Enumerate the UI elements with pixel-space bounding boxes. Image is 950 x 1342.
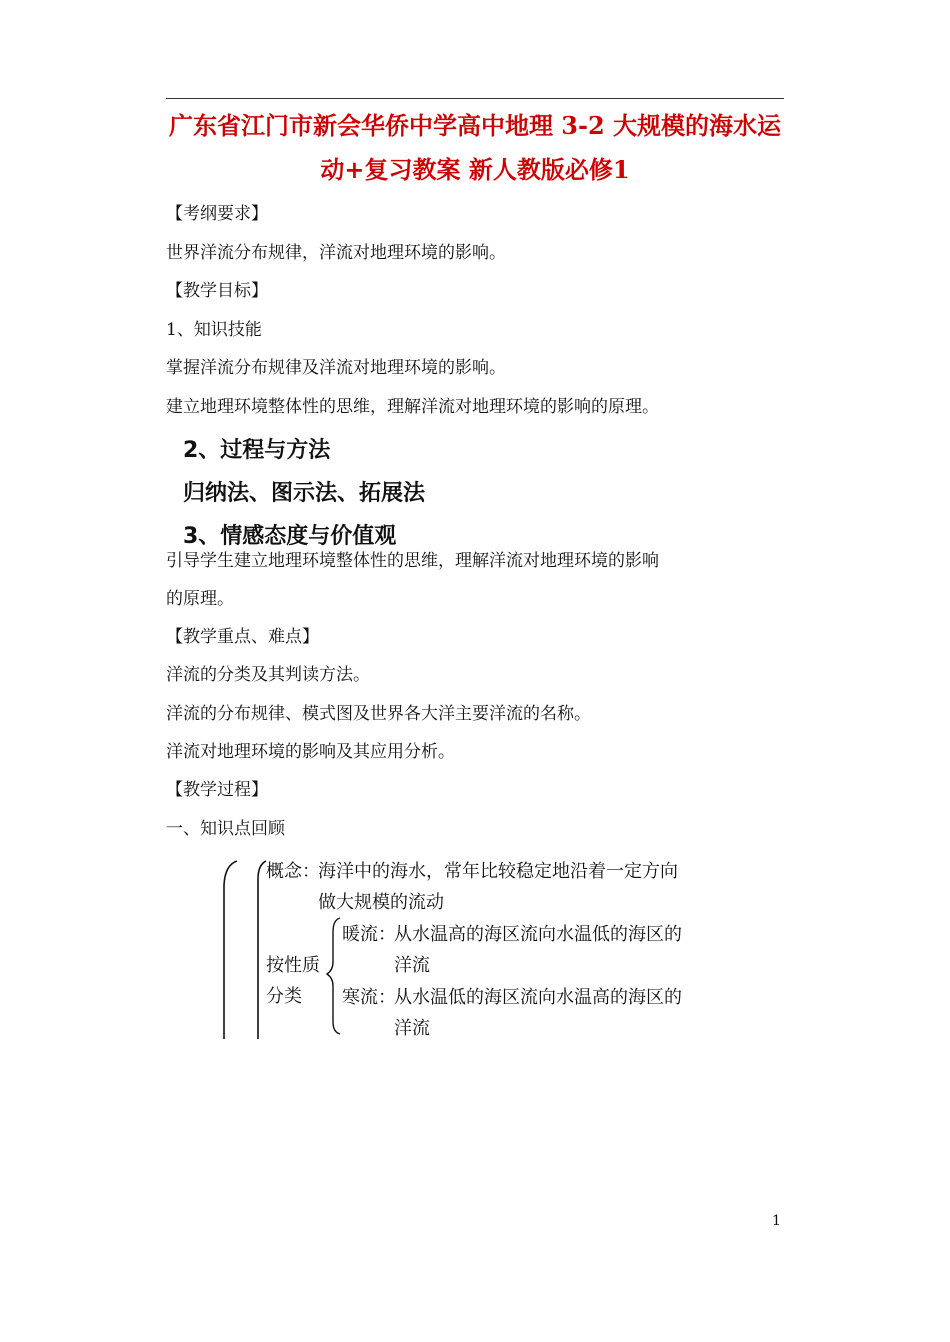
process-heading: 【教学过程】 bbox=[166, 780, 268, 800]
cold-current-label: 寒流： bbox=[342, 987, 396, 1008]
key-point-3: 洋流对地理环境的影响及其应用分析。 bbox=[166, 742, 455, 762]
warm-current-label: 暖流： bbox=[342, 924, 396, 945]
objective-1-heading: 1、知识技能 bbox=[166, 320, 262, 340]
objective-3-text-a: 引导学生建立地理环境整体性的思维，理解洋流对地理环境的影响 bbox=[166, 551, 659, 571]
concept-text-2: 做大规模的流动 bbox=[318, 892, 444, 913]
concept-label: 概念： bbox=[266, 861, 320, 882]
objective-1-text-a: 掌握洋流分布规律及洋流对地理环境的影响。 bbox=[166, 358, 506, 378]
cold-current-text-1: 从水温低的海区流向水温高的海区的 bbox=[394, 987, 682, 1008]
objective-3-heading: 3、情感态度与价值观 bbox=[183, 524, 397, 549]
syllabus-heading: 【考纲要求】 bbox=[166, 204, 268, 224]
objectives-heading: 【教学目标】 bbox=[166, 281, 268, 301]
syllabus-text: 世界洋流分布规律，洋流对地理环境的影响。 bbox=[166, 243, 506, 263]
key-point-2: 洋流的分布规律、模式图及世界各大洋主要洋流的名称。 bbox=[166, 704, 591, 724]
review-heading: 一、知识点回顾 bbox=[166, 819, 285, 839]
concept-text-1: 海洋中的海水，常年比较稳定地沿着一定方向 bbox=[318, 861, 678, 882]
page-number: 1 bbox=[772, 1213, 781, 1229]
warm-current-text-2: 洋流 bbox=[394, 955, 430, 976]
header-rule bbox=[166, 98, 784, 99]
document-title: 广东省江门市新会华侨中学高中地理 3-2 大规模的海水运动+复习教案 新人教版必修1 bbox=[168, 111, 782, 184]
key-point-1: 洋流的分类及其判读方法。 bbox=[166, 665, 370, 685]
outer-brace bbox=[215, 855, 255, 1055]
objective-2-heading: 2、过程与方法 bbox=[183, 438, 331, 463]
objective-1-text-b: 建立地理环境整体性的思维，理解洋流对地理环境的影响的原理。 bbox=[166, 397, 659, 417]
classify-label-1: 按性质 bbox=[266, 955, 320, 976]
key-points-heading: 【教学重点、难点】 bbox=[166, 627, 319, 647]
cold-current-text-2: 洋流 bbox=[394, 1018, 430, 1039]
objective-3-text-b: 的原理。 bbox=[166, 589, 234, 609]
objective-2-text: 归纳法、图示法、拓展法 bbox=[183, 481, 426, 506]
warm-current-text-1: 从水温高的海区流向水温低的海区的 bbox=[394, 924, 682, 945]
classify-label-2: 分类 bbox=[266, 986, 302, 1007]
